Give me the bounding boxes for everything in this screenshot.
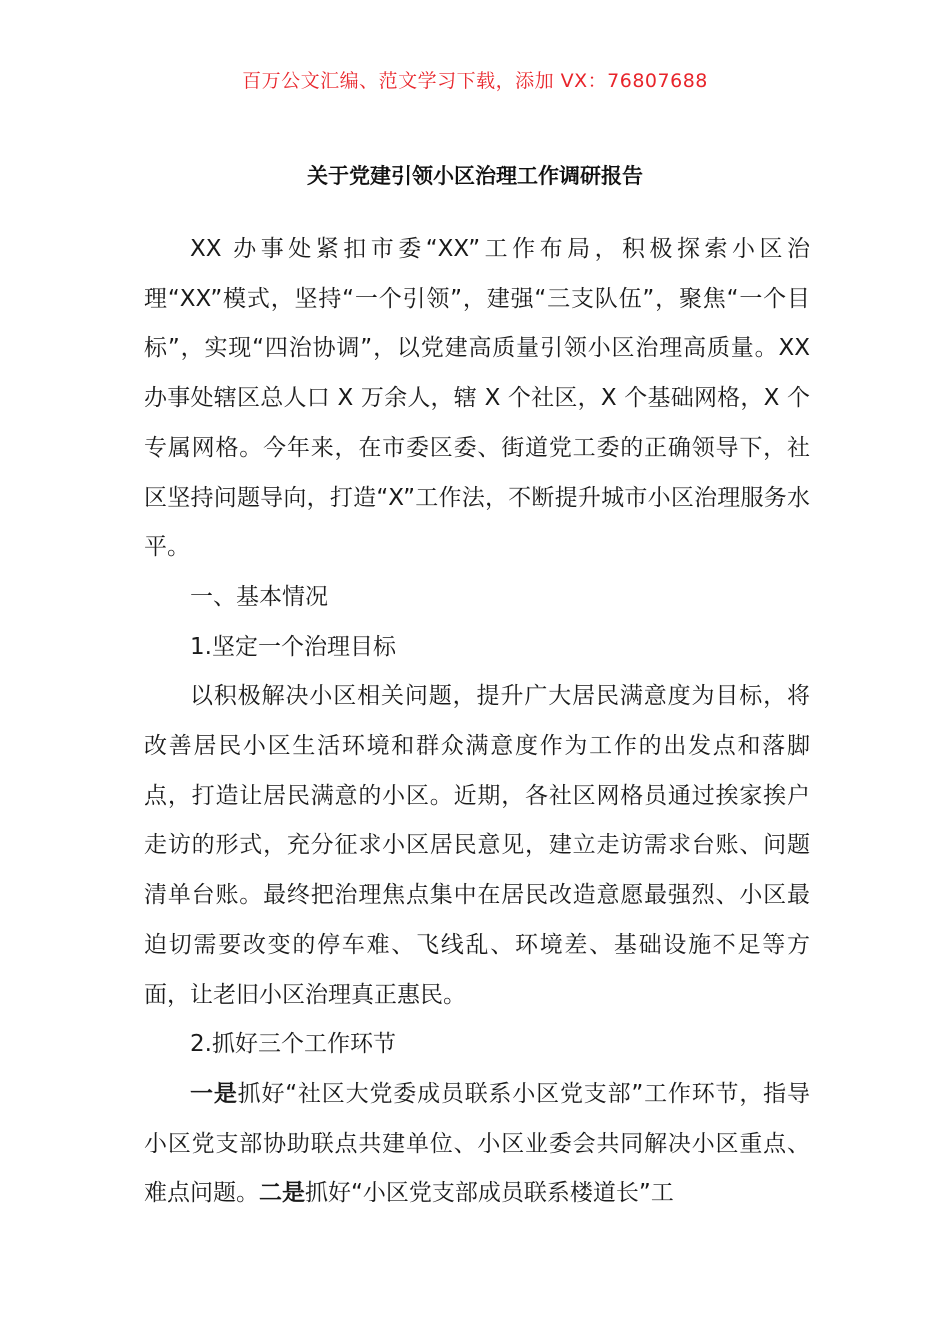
lead-marker-second: 二是 [259,1180,305,1207]
lead-text-first: 抓好“社区大党委成员联系小区党支部”工作环节，指导小区党支部协助联点共建单位、小区业委会共同解决小区重点、难点问题。 [144,1080,811,1207]
document-body [144,225,810,1219]
document-title: 关于党建引领小区治理工作调研报告 [307,164,643,188]
subsection-heading-2: 2.抓好三个工作环节 [190,1031,396,1058]
intro-paragraph: XX 办事处紧扣市委“XX”工作布局，积极探索小区治理“XX”模式，坚持“一个引领”，建强“三支队伍”，聚焦“一个目标”，实现“四治协调”，以党建高质量引领小区治理高质量。XX 办事处辖区总人口 X 万余人，辖 X 个社区，X 个基础网格，X 个专属网格。今年来，在市委区委、街道党工委的正确领导下，社区坚持问题导向，打造“X”工作法，不断提升城市小区治理服务水平。 [144,236,810,561]
subsection-paragraph-2 [144,1070,810,1219]
subsection-paragraph-1: 以积极解决小区相关问题，提升广大居民满意度为目标，将改善居民小区生活环境和群众满意度作为工作的出发点和落脚点，打造让居民满意的小区。近期，各社区网格员通过挨家挨户走访的形式，充分征求小区居民意见，建立走访需求台账、问题清单台账。最终把治理焦点集中在居民改造意愿最强烈、小区最迫切需要改变的停车难、飞线乱、环境差、基础设施不足等方面，让老旧小区治理真正惠民。 [144,683,810,1008]
subsection-heading-1: 1.坚定一个治理目标 [190,633,396,660]
section-heading: 一、基本情况 [190,583,328,610]
header-banner: 百万公文汇编、范文学习下载，添加 VX：76807688 [242,70,708,92]
lead-marker-first: 一是 [190,1080,238,1107]
lead-text-second: 抓好“小区党支部成员联系楼道长”工 [305,1180,674,1207]
